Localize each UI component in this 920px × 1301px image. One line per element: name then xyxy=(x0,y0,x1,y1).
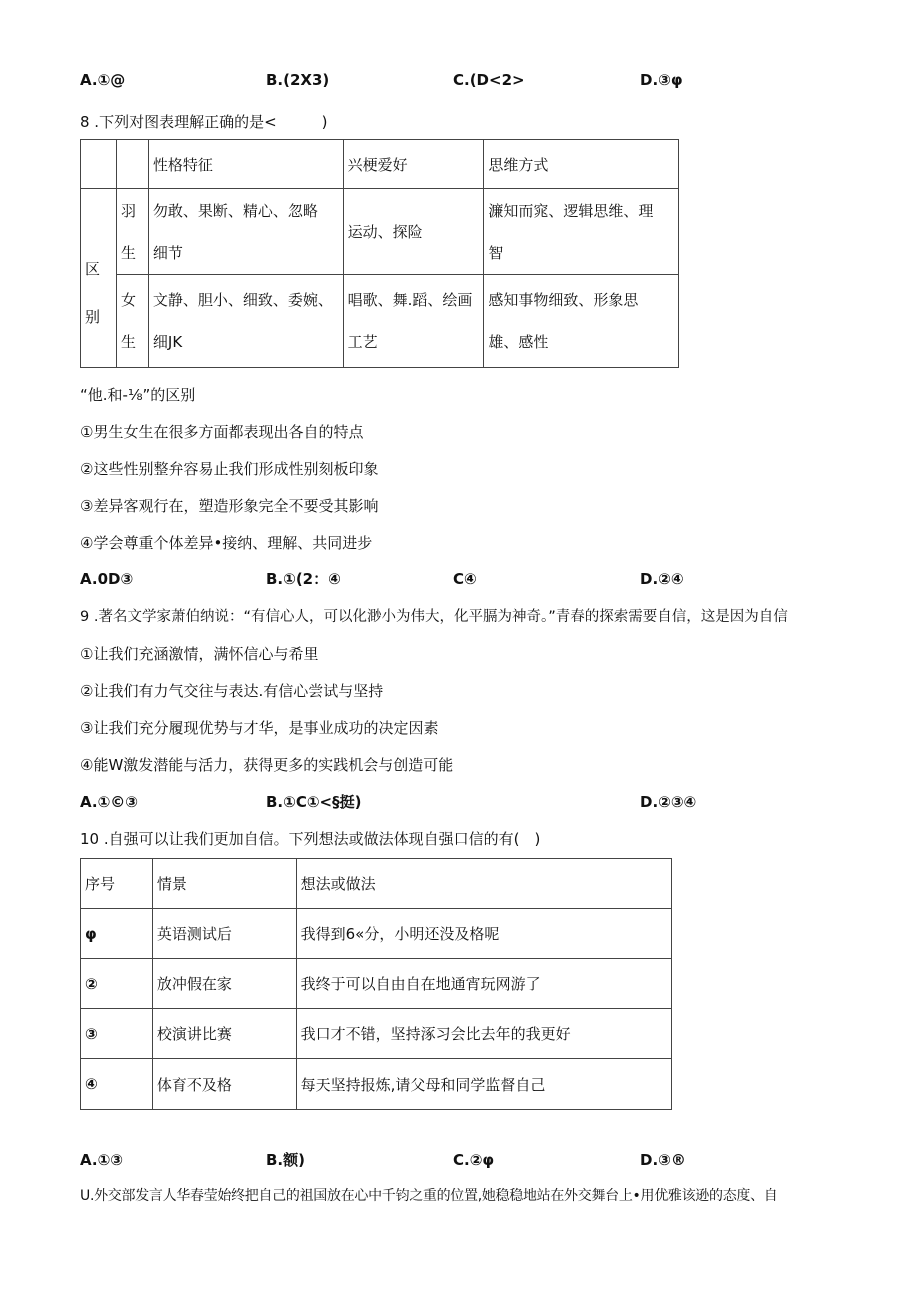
q8-option-a: A.0D③ xyxy=(80,570,134,588)
q8-header-empty-2 xyxy=(116,140,148,189)
q8-row-group-char-1: 区 xyxy=(85,260,101,278)
q8-header-traits: 性格特征 xyxy=(148,140,343,189)
q8-option-b: B.①(2：④ xyxy=(266,570,341,588)
q8-cell-hobbies: 唱歌、舞.蹈、绘画 工艺 xyxy=(343,275,484,368)
q10-cell-scene: 放冲假在家 xyxy=(152,959,296,1009)
q8-statement-2: ②这些性别整弁容易止我们形成性别刻板印象 xyxy=(80,460,379,478)
q8-cell-thinking: 感知事物细致、形象思 雄、感性 xyxy=(484,275,679,368)
q8-row-label: 女 生 xyxy=(116,275,148,368)
q10-cell-index: φ xyxy=(81,909,153,959)
q10-cell-action: 我终于可以自由自在地通宵玩网游了 xyxy=(296,959,671,1009)
q9-statement-2: ②让我们有力气交往与表达.有信心尝试与坚持 xyxy=(80,682,384,700)
q8-header-thinking: 思维方式 xyxy=(484,140,679,189)
q7-option-b: B.(2X3) xyxy=(266,71,330,89)
q8-cell-hobbies: 运动、探险 xyxy=(343,189,484,275)
q8-row-group xyxy=(81,189,117,368)
q10-cell-index: ③ xyxy=(81,1009,153,1059)
q8-header-hobbies: 兴梗爱好 xyxy=(343,140,484,189)
q8-statement-4: ④学会尊重个体差异•接纳、理解、共同进步 xyxy=(80,534,373,552)
q8-statement-1: ①男生女生在很多方面都表现出各自的特点 xyxy=(80,423,364,441)
q8-statement-3: ③差异客观行在，塑造形象完全不要受其影响 xyxy=(80,497,379,515)
q10-cell-action: 我口才不错，坚持涿习会比去年的我更好 xyxy=(296,1009,671,1059)
q7-option-d: D.③φ xyxy=(640,71,683,89)
q8-row-group-char-2: 别 xyxy=(85,308,101,326)
q8-caption: “他.和-⅛”的区别 xyxy=(80,386,196,404)
q9-option-a: A.①©③ xyxy=(80,793,138,811)
q8-cell-thinking: 濂知而窕、逻辑思维、理 智 xyxy=(484,189,679,275)
q8-option-c: C④ xyxy=(453,570,477,588)
q10-header-index: 序号 xyxy=(81,859,153,909)
q8-table xyxy=(80,139,679,368)
q10-cell-scene: 体育不及格 xyxy=(152,1059,296,1110)
q9-option-b: B.①C①<§挺) xyxy=(266,793,362,811)
q9-statement-4: ④能W激发潜能与活力，获得更多的实践机会与创造可能 xyxy=(80,756,454,774)
q10-cell-action: 每天坚持报炼,请父母和同学监督自己 xyxy=(296,1059,671,1110)
q10-cell-scene: 英语测试后 xyxy=(152,909,296,959)
q8-header-empty-1 xyxy=(81,140,117,189)
q10-cell-action: 我得到6«分，小明还没及格呢 xyxy=(296,909,671,959)
q10-stem: 10 .自强可以让我们更加自信。下列想法或做法体现自强口信的有( ) xyxy=(80,830,541,848)
q9-option-d: D.②③④ xyxy=(640,793,697,811)
q10-cell-index: ④ xyxy=(81,1059,153,1110)
q9-stem: 9 .著名文学家萧伯纳说：“有信心人，可以化渺小为伟大，化平膈为神奇。”青春的探索需要自信，这是因为自信 xyxy=(80,609,788,625)
q8-row-label: 羽 生 xyxy=(116,189,148,275)
q10-cell-scene: 校演讲比赛 xyxy=(152,1009,296,1059)
q9-statement-1: ①让我们充涵激情，满怀信心与希里 xyxy=(80,645,319,663)
q9-statement-3: ③让我们充分履现优势与才华，是事业成功的决定因素 xyxy=(80,719,439,737)
q10-cell-index: ② xyxy=(81,959,153,1009)
q8-stem: 8 .下列对图表理解正确的是< ) xyxy=(80,113,328,131)
q10-option-b: B.额) xyxy=(266,1151,305,1169)
q10-option-a: A.①③ xyxy=(80,1151,123,1169)
q7-option-a: A.①@ xyxy=(80,71,126,89)
q8-option-d: D.②④ xyxy=(640,570,684,588)
q10-option-d: D.③® xyxy=(640,1151,686,1169)
q8-cell-traits: 勿敢、果断、精心、忽略 细节 xyxy=(148,189,343,275)
q10-header-scene: 情景 xyxy=(152,859,296,909)
q8-cell-traits: 文静、胆小、细致、委婉、 细JK xyxy=(148,275,343,368)
q10-table xyxy=(80,858,672,1110)
q10-header-action: 想法或做法 xyxy=(296,859,671,909)
q11-stem: U.外交部发言人华春莹始终把自己的祖国放在心中千钧之重的位置,她稳稳地站在外交舞台上•用优雅该逊的态度、自 xyxy=(80,1188,778,1204)
q7-option-c: C.(D<2> xyxy=(453,71,525,89)
q10-option-c: C.②φ xyxy=(453,1151,495,1169)
